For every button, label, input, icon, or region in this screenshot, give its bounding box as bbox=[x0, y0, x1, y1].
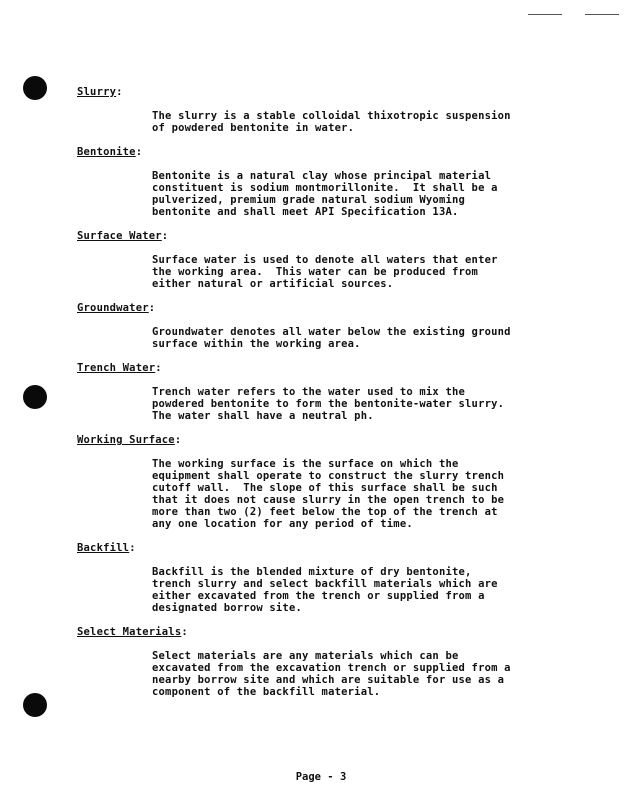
term-bentonite: Bentonite: bbox=[77, 146, 143, 158]
scan-speck-right bbox=[585, 14, 619, 15]
scan-speck-left bbox=[528, 14, 562, 15]
definition-surface-water: Surface water is used to denote all waters that enter the working area. This water can be produced from either natural or artificial sources. bbox=[152, 254, 498, 290]
definition-trench-water: Trench water refers to the water used to mix the powdered bentonite to form the bentonite-water slurry. The water shall have a neutral ph. bbox=[152, 386, 505, 422]
term-surface-water: Surface Water: bbox=[77, 230, 169, 242]
binder-hole-bottom bbox=[23, 693, 47, 717]
term-trench-water: Trench Water: bbox=[77, 362, 162, 374]
definition-working-surface: The working surface is the surface on which the equipment shall operate to construct the slurry trench cutoff wall. The slope of this surface shall be such that it does not cause slurry in the open trench to be more than two (2) feet below the top of the trench at any one location for any period of time. bbox=[152, 458, 505, 530]
term-backfill: Backfill: bbox=[77, 542, 136, 554]
definition-select-materials: Select materials are any materials which can be excavated from the excavation trench or supplied from a nearby borrow site and which are suitable for use as a component of the backfill material. bbox=[152, 650, 511, 698]
term-working-surface: Working Surface: bbox=[77, 434, 182, 446]
term-select-materials: Select Materials: bbox=[77, 626, 188, 638]
term-slurry: Slurry: bbox=[77, 86, 123, 98]
binder-hole-top bbox=[23, 76, 47, 100]
definition-backfill: Backfill is the blended mixture of dry bentonite, trench slurry and select backfill materials which are either excavated from the trench or supplied from a designated borrow site. bbox=[152, 566, 498, 614]
definition-groundwater: Groundwater denotes all water below the existing ground surface within the working area. bbox=[152, 326, 511, 350]
term-groundwater: Groundwater: bbox=[77, 302, 156, 314]
definition-bentonite: Bentonite is a natural clay whose principal material constituent is sodium montmorillonite. It shall be a pulverized, premium grade natural sodium Wyoming bentonite and shall meet API Specification 13A. bbox=[152, 170, 498, 218]
page-number: Page - 3 bbox=[295, 771, 347, 783]
binder-hole-middle bbox=[23, 385, 47, 409]
definition-slurry: The slurry is a stable colloidal thixotropic suspension of powdered bentonite in water. bbox=[152, 110, 511, 134]
